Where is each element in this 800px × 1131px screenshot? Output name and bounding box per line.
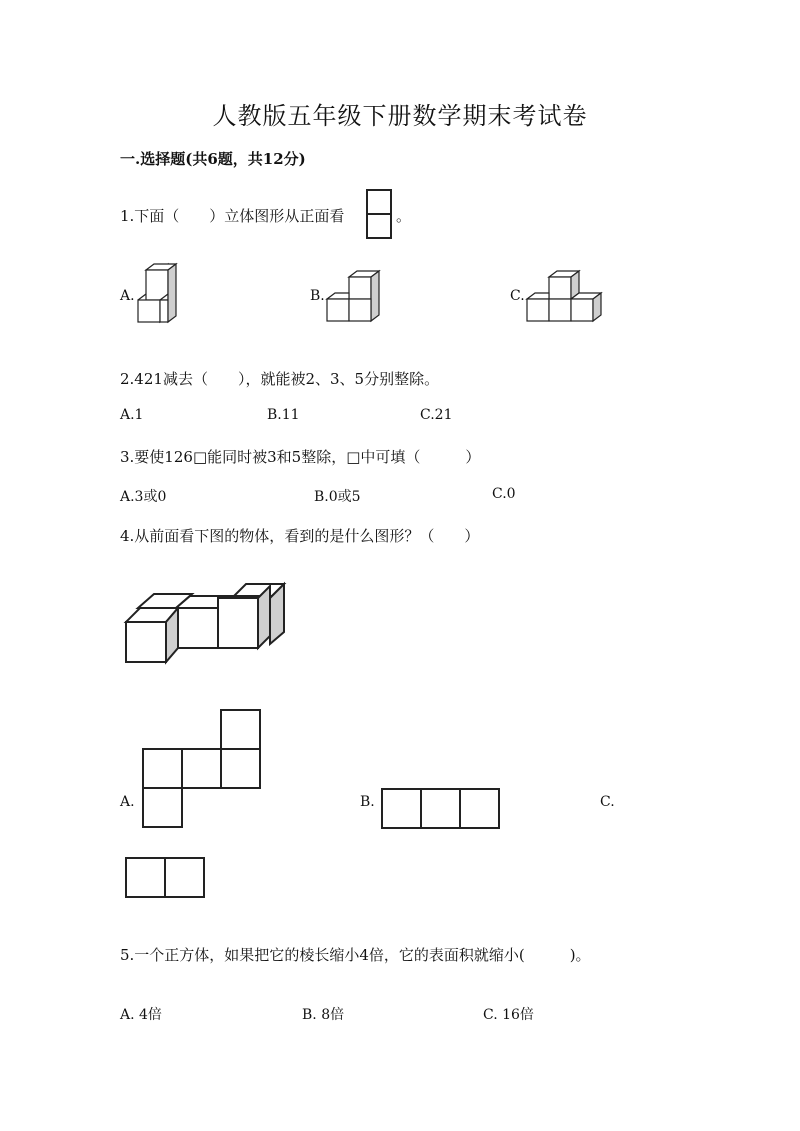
q4-option-a-label[interactable]: A.: [120, 794, 135, 810]
q3-option-a[interactable]: A.3或0: [120, 489, 167, 505]
question-3-text: 3.要使126□能同时被3和5整除，□中可填（ ）: [120, 448, 481, 466]
q1-option-c-label[interactable]: C.: [510, 288, 525, 304]
q3-option-b[interactable]: B.0或5: [314, 489, 361, 505]
page-title: 人教版五年级下册数学期末考试卷: [212, 102, 588, 130]
question-1-suffix: 。: [396, 207, 412, 225]
q1-option-a-label[interactable]: A.: [120, 288, 135, 304]
q2-option-c[interactable]: C.21: [420, 407, 453, 423]
question-1-text: 1.下面（ ）立体图形从正面看: [120, 207, 345, 225]
question-2-text: 2.421减去（ ），就能被2、3、5分别整除。: [120, 370, 440, 388]
q4-option-b-label[interactable]: B.: [360, 794, 375, 810]
q2-option-b[interactable]: B.11: [267, 407, 300, 423]
q4-cube-object-figure: [124, 582, 286, 664]
q5-option-a[interactable]: A. 4倍: [120, 1007, 162, 1023]
q1-option-b-label[interactable]: B.: [310, 288, 325, 304]
q3-option-c[interactable]: C.0: [492, 486, 516, 502]
q4-option-b-figure: [381, 788, 503, 830]
question-4-text: 4.从前面看下图的物体，看到的是什么图形？（ ）: [120, 527, 480, 545]
question-5-text: 5.一个正方体，如果把它的棱长缩小4倍，它的表面积就缩小( )。: [120, 946, 591, 964]
q5-option-b[interactable]: B. 8倍: [302, 1007, 345, 1023]
q1-option-b-figure: [327, 269, 381, 323]
q1-option-c-figure: [527, 269, 603, 323]
q4-option-c-label[interactable]: C.: [600, 794, 615, 810]
q1-option-a-figure: [138, 262, 178, 324]
section-heading: 一.选择题(共6题，共12分): [120, 150, 306, 168]
q2-option-a[interactable]: A.1: [120, 407, 144, 423]
front-view-figure-q1: [366, 189, 392, 241]
q4-option-c-figure: [125, 857, 207, 899]
q4-option-a-figure: [142, 709, 264, 831]
q5-option-c[interactable]: C. 16倍: [483, 1007, 534, 1023]
